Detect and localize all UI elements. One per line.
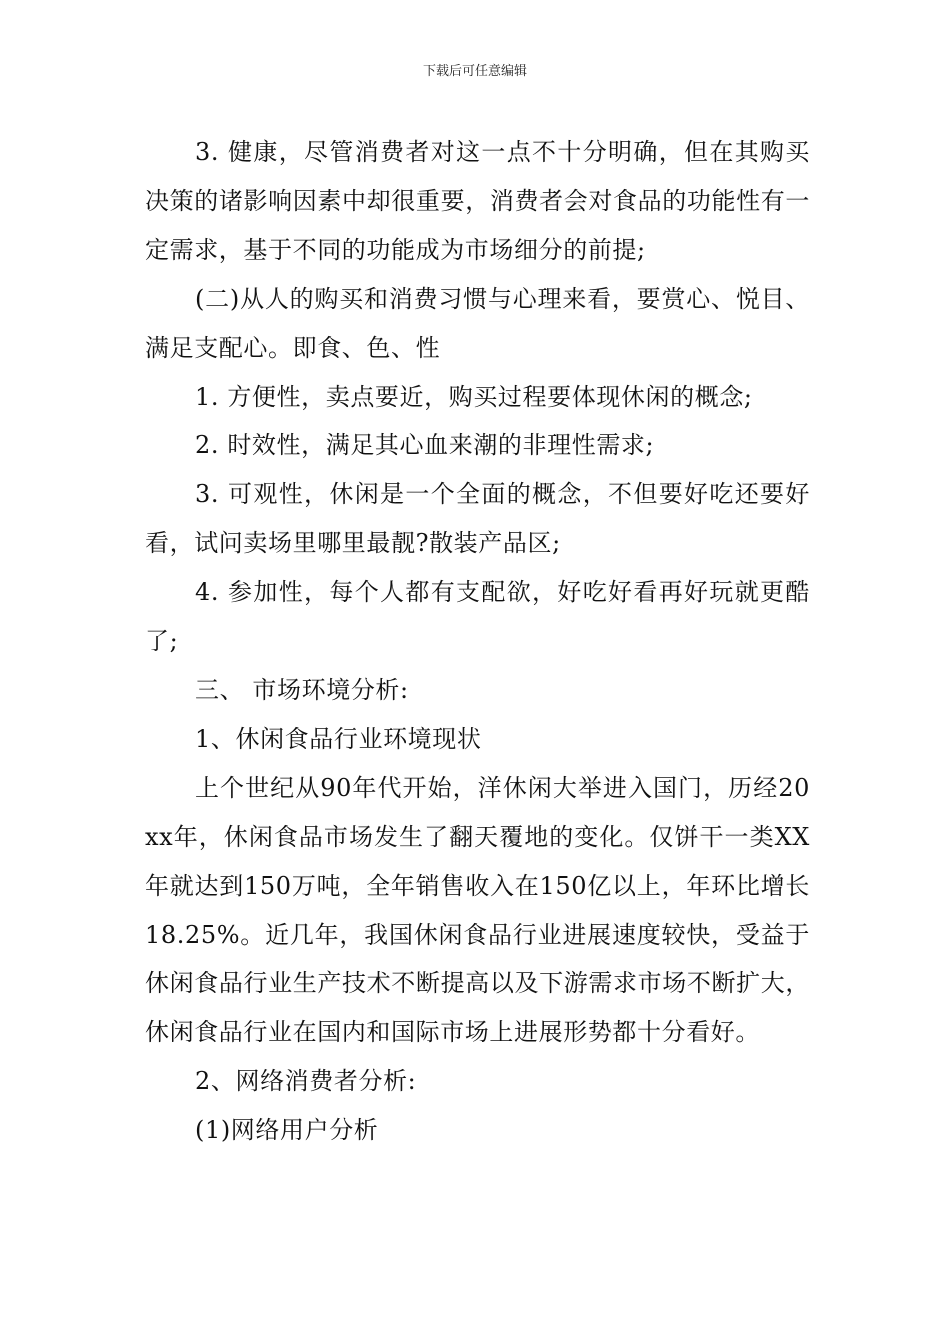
paragraph-timeliness: 2. 时效性，满足其心血来潮的非理性需求;: [195, 431, 655, 460]
paragraph-visibility: 3. 可观性，休闲是一个全面的概念，不但要好吃还要好看，试问卖场里哪里最靓?散装产品区;: [145, 480, 810, 558]
document-body: [145, 128, 810, 1155]
page-header-note: 下载后可任意编辑: [422, 64, 527, 79]
paragraph-convenience: 1. 方便性，卖点要近，购买过程要体现休闲的概念;: [195, 382, 753, 411]
paragraph-purchase-habits: (二)从人的购买和消费习惯与心理来看，要赏心、悦目、满足支配心。即食、色、性: [145, 284, 810, 362]
subheading-online-users: (1)网络用户分析: [195, 1116, 379, 1145]
subheading-industry-status: 1、休闲食品行业环境现状: [195, 724, 482, 753]
paragraph-participation: 4. 参加性，每个人都有支配欲，好吃好看再好玩就更酷了;: [145, 578, 810, 656]
section-heading-market-environment: 三、 市场环境分析:: [195, 675, 409, 704]
subheading-online-consumers: 2、网络消费者分析:: [195, 1067, 417, 1096]
paragraph-industry-history: 上个世纪从90年代开始，洋休闲大举进入国门，历经20xx年，休闲食品市场发生了翻天覆地的变化。仅饼干一类XX年就达到150万吨，全年销售收入在150亿以上，年环比增长18.25%。近几年，我国休闲食品行业进展速度较快，受益于休闲食品行业生产技术不断提高以及下游需求市场不断扩大，休闲食品行业在国内和国际市场上进展形势都十分看好。: [145, 773, 810, 1047]
paragraph-health: 3. 健康，尽管消费者对这一点不十分明确，但在其购买决策的诸影响因素中却很重要，消费者会对食品的功能性有一定需求，基于不同的功能成为市场细分的前提;: [145, 138, 810, 264]
